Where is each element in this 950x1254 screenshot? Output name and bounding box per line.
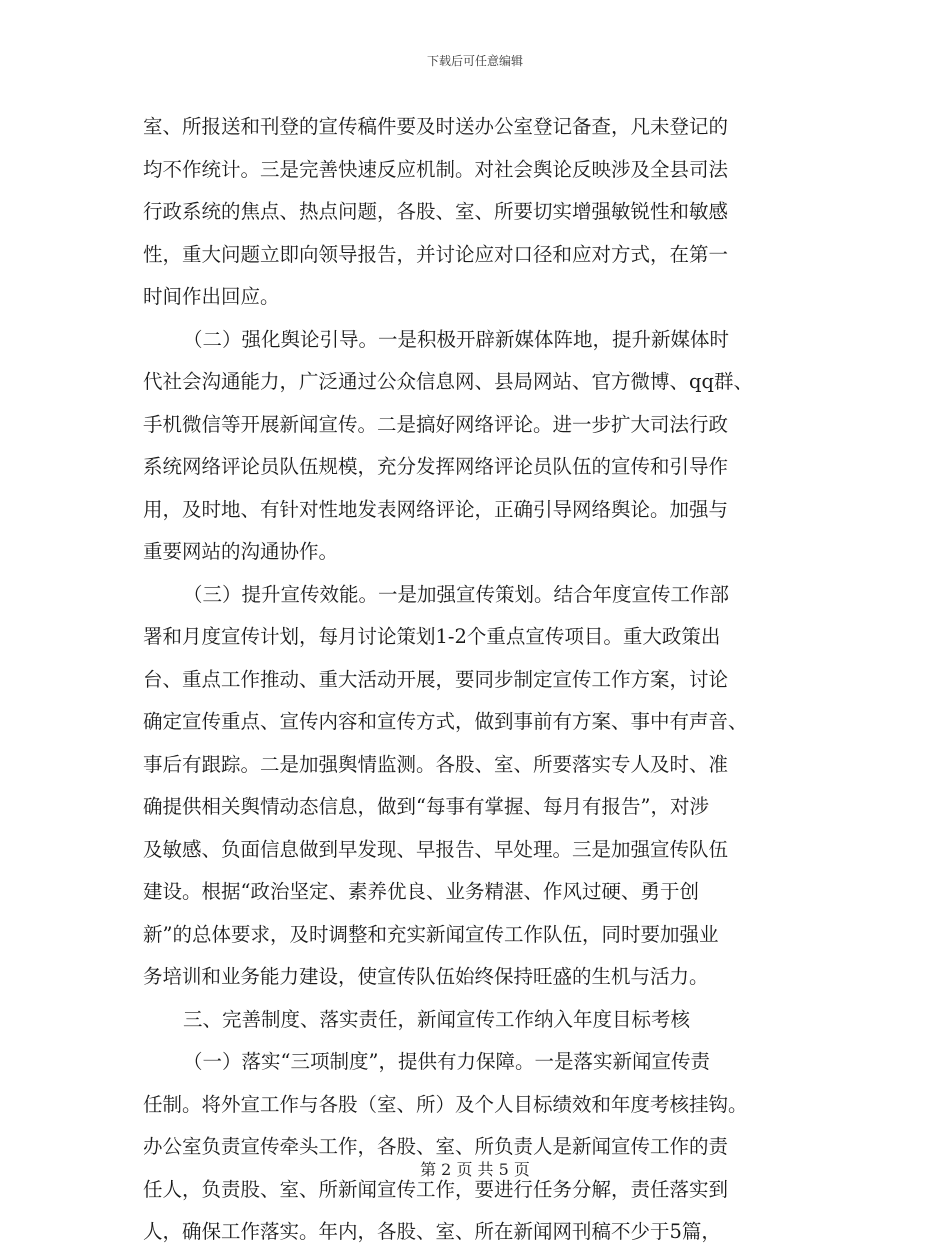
text-line: （二）强化舆论引导。一是积极开辟新媒体阵地，提升新媒体时: [183, 327, 730, 351]
text-line: 署和月度宣传计划，每月讨论策划1-2个重点宣传项目。重大政策出: [143, 625, 721, 648]
text-line: 性，重大问题立即向领导报告，并讨论应对口径和应对方式，在第一: [143, 242, 729, 266]
text-line: 系统网络评论员队伍规模，充分发挥网络评论员队伍的宣传和引导作: [143, 455, 729, 478]
text-line: 任制。将外宣工作与各股（室、所）及个人目标绩效和年度考核挂钩。: [143, 1092, 748, 1116]
text-line: 手机微信等开展新闻宣传。二是搞好网络评论。进一步扩大司法行政: [143, 412, 729, 436]
text-line: 均不作统计。三是完善快速反应机制。对社会舆论反映涉及全县司法: [143, 157, 729, 181]
text-line: 行政系统的焦点、热点问题，各股、室、所要切实增强敏锐性和敏感: [143, 200, 729, 223]
document-body: [143, 106, 807, 1254]
text-line: 新”的总体要求，及时调整和充实新闻宣传工作队伍，同时要加强业: [143, 922, 719, 946]
text-line: 台、重点工作推动、重大活动开展，要同步制定宣传工作方案，讨论: [143, 667, 729, 691]
page-header: 下载后可任意编辑: [426, 54, 523, 68]
text-line: 室、所报送和刊登的宣传稿件要及时送办公室登记备查，凡未登记的: [143, 115, 729, 138]
text-line: 事后有跟踪。二是加强舆情监测。各股、室、所要落实专人及时、准: [143, 752, 729, 776]
text-line: 人，确保工作落实。年内，各股、室、所在新闻网刊稿不少于5篇，: [143, 1220, 721, 1243]
text-line: 建设。根据“政治坚定、素养优良、业务精湛、作风过硬、勇于创: [143, 880, 699, 903]
text-line: 确定宣传重点、宣传内容和宣传方式，做到事前有方案、事中有声音、: [143, 710, 748, 733]
text-line: 及敏感、负面信息做到早发现、早报告、早处理。三是加强宣传队伍: [143, 837, 729, 861]
text-line: 重要网站的沟通协作。: [143, 540, 339, 563]
text-line: 务培训和业务能力建设，使宣传队伍始终保持旺盛的生机与活力。: [143, 965, 709, 988]
text-line: 任人，负责股、室、所新闻宣传工作，要进行任务分解，责任落实到: [143, 1177, 729, 1201]
text-line: 时间作出回应。: [143, 285, 280, 308]
text-line: 办公室负责宣传牵头工作，各股、室、所负责人是新闻宣传工作的责: [143, 1135, 729, 1158]
page-footer: 第 2 页 共 5 页: [420, 1160, 530, 1179]
text-line: 用，及时地、有针对性地发表网络评论，正确引导网络舆论。加强与: [143, 497, 729, 521]
text-line: 代社会沟通能力，广泛通过公众信息网、县局网站、官方微博、qq群、: [143, 370, 753, 393]
section-heading: 三、完善制度、落实责任，新闻宣传工作纳入年度目标考核: [183, 1007, 691, 1031]
text-line: （三）提升宣传效能。一是加强宣传策划。结合年度宣传工作部: [183, 582, 730, 606]
text-line: 确提供相关舆情动态信息，做到“每事有掌握、每月有报告”，对涉: [143, 795, 709, 818]
text-line: （一）落实“三项制度”，提供有力保障。一是落实新闻宣传责: [183, 1050, 710, 1073]
